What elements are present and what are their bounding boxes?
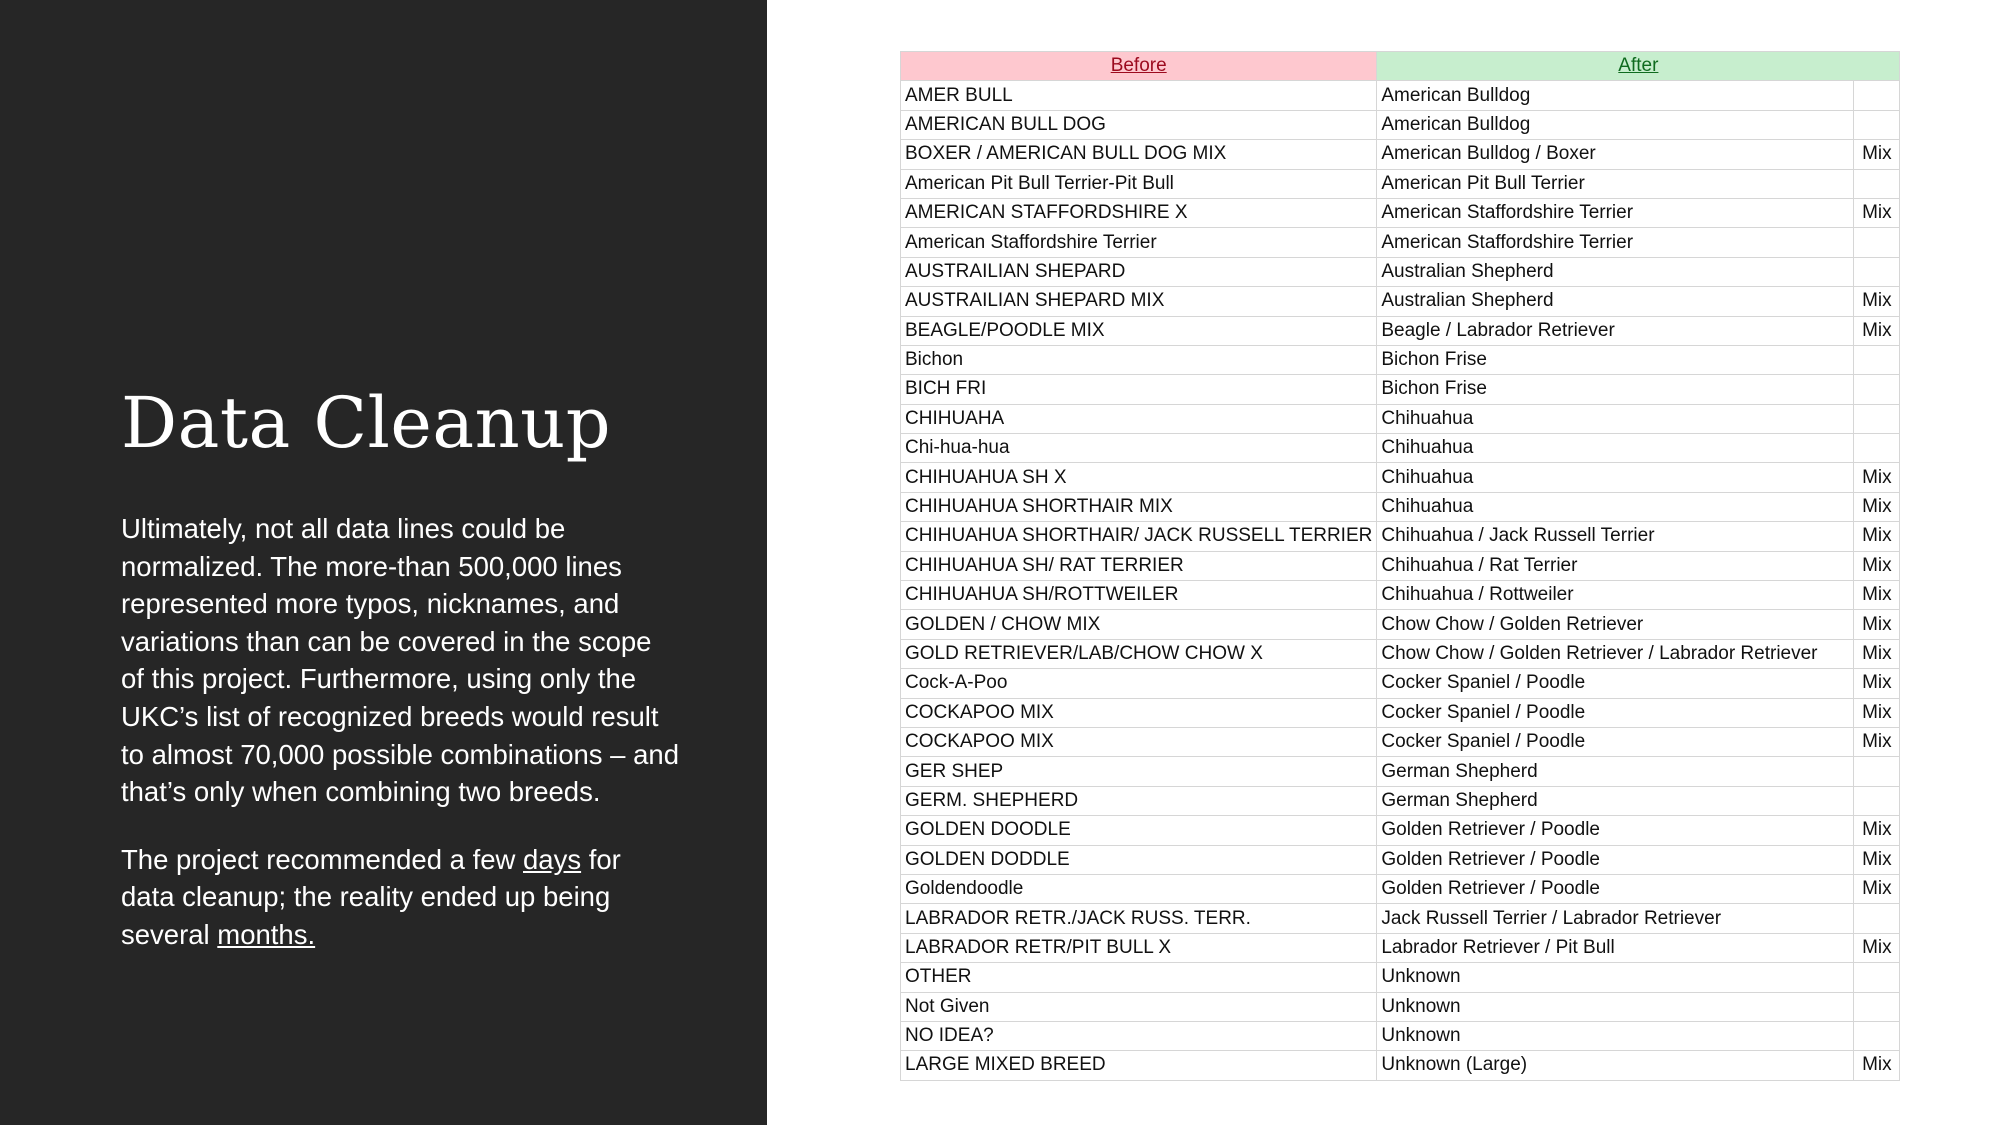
after-cell: Golden Retriever / Poodle [1377, 845, 1854, 874]
after-cell: Cocker Spaniel / Poodle [1377, 698, 1854, 727]
after-cell: German Shepherd [1377, 757, 1854, 786]
mix-cell [1854, 110, 1900, 139]
table-row [901, 169, 1900, 198]
after-cell: Labrador Retriever / Pit Bull [1377, 933, 1854, 962]
header-after: After [1377, 52, 1900, 81]
table-row [901, 816, 1900, 845]
before-cell: BEAGLE/POODLE MIX [901, 316, 1377, 345]
mix-cell [1854, 257, 1900, 286]
mix-cell: Mix [1854, 316, 1900, 345]
before-cell: CHIHUAHUA SHORTHAIR MIX [901, 492, 1377, 521]
after-cell: Chow Chow / Golden Retriever [1377, 610, 1854, 639]
table-row [901, 551, 1900, 580]
before-cell: NO IDEA? [901, 1021, 1377, 1050]
after-cell: Golden Retriever / Poodle [1377, 874, 1854, 903]
mix-cell: Mix [1854, 551, 1900, 580]
mix-cell: Mix [1854, 610, 1900, 639]
table-row [901, 786, 1900, 815]
after-cell: Bichon Frise [1377, 375, 1854, 404]
after-cell: Chihuahua / Rat Terrier [1377, 551, 1854, 580]
after-cell: Chihuahua [1377, 492, 1854, 521]
breed-cleanup-table [900, 51, 1900, 1081]
after-cell: Golden Retriever / Poodle [1377, 816, 1854, 845]
table-row [901, 492, 1900, 521]
mix-cell: Mix [1854, 816, 1900, 845]
table-row [901, 463, 1900, 492]
mix-cell: Mix [1854, 845, 1900, 874]
before-cell: GER SHEP [901, 757, 1377, 786]
before-cell: GOLDEN / CHOW MIX [901, 610, 1377, 639]
after-cell: Cocker Spaniel / Poodle [1377, 727, 1854, 756]
before-cell: AUSTRAILIAN SHEPARD MIX [901, 287, 1377, 316]
before-cell: LABRADOR RETR/PIT BULL X [901, 933, 1377, 962]
after-cell: American Bulldog / Boxer [1377, 140, 1854, 169]
after-cell: Chihuahua / Jack Russell Terrier [1377, 522, 1854, 551]
after-cell: Chihuahua / Rottweiler [1377, 581, 1854, 610]
before-cell: OTHER [901, 963, 1377, 992]
before-cell: Chi-hua-hua [901, 434, 1377, 463]
before-cell: Goldendoodle [901, 874, 1377, 903]
table-row [901, 904, 1900, 933]
after-cell: Chow Chow / Golden Retriever / Labrador Retriever [1377, 639, 1854, 668]
table-row [901, 1051, 1900, 1080]
table-row [901, 757, 1900, 786]
before-cell: GERM. SHEPHERD [901, 786, 1377, 815]
table-row [901, 963, 1900, 992]
paragraph-1: Ultimately, not all data lines could be normalized. The more-than 500,000 lines represented more typos, nicknames, and variations than can be covered in the scope of this project. Furthermore, using only the UKC’s list of recognized breeds would result to almost 70,000 possible combinations – and that’s only when combining two breeds. [121, 513, 679, 808]
before-cell: CHIHUAHUA SHORTHAIR/ JACK RUSSELL TERRIER [901, 522, 1377, 551]
table-row [901, 610, 1900, 639]
before-cell: American Staffordshire Terrier [901, 228, 1377, 257]
before-cell: BICH FRI [901, 375, 1377, 404]
mix-cell: Mix [1854, 698, 1900, 727]
mix-cell: Mix [1854, 492, 1900, 521]
mix-cell: Mix [1854, 581, 1900, 610]
after-cell: Beagle / Labrador Retriever [1377, 316, 1854, 345]
header-before: Before [901, 52, 1377, 81]
table-row [901, 639, 1900, 668]
after-cell: Unknown [1377, 963, 1854, 992]
mix-cell: Mix [1854, 874, 1900, 903]
paragraph-2-mid: for data cleanup; the reality ended up being several [121, 843, 621, 950]
mix-cell: Mix [1854, 198, 1900, 227]
table-row [901, 316, 1900, 345]
table-row [901, 375, 1900, 404]
before-cell: GOLDEN DOODLE [901, 816, 1377, 845]
mix-cell: Mix [1854, 639, 1900, 668]
header-row [901, 52, 1900, 81]
table-row [901, 434, 1900, 463]
mix-cell: Mix [1854, 1051, 1900, 1080]
table-row [901, 581, 1900, 610]
table-row [901, 140, 1900, 169]
mix-cell [1854, 81, 1900, 110]
mix-cell [1854, 404, 1900, 433]
before-cell: COCKAPOO MIX [901, 727, 1377, 756]
after-cell: Unknown (Large) [1377, 1051, 1854, 1080]
mix-cell [1854, 434, 1900, 463]
table-row [901, 110, 1900, 139]
after-cell: Chihuahua [1377, 404, 1854, 433]
table-body [901, 81, 1900, 1080]
mix-cell [1854, 375, 1900, 404]
after-cell: American Bulldog [1377, 110, 1854, 139]
mix-cell: Mix [1854, 287, 1900, 316]
table-row [901, 933, 1900, 962]
paragraph-2-start: The project recommended a few [121, 843, 523, 875]
mix-cell: Mix [1854, 522, 1900, 551]
mix-cell [1854, 904, 1900, 933]
after-cell: Chihuahua [1377, 434, 1854, 463]
before-cell: CHIHUAHUA SH X [901, 463, 1377, 492]
before-cell: COCKAPOO MIX [901, 698, 1377, 727]
table-row [901, 845, 1900, 874]
mix-cell [1854, 786, 1900, 815]
after-cell: American Bulldog [1377, 81, 1854, 110]
mix-cell [1854, 963, 1900, 992]
mix-cell: Mix [1854, 669, 1900, 698]
before-cell: Not Given [901, 992, 1377, 1021]
table-row [901, 992, 1900, 1021]
after-cell: Australian Shepherd [1377, 257, 1854, 286]
before-cell: AMER BULL [901, 81, 1377, 110]
table-row [901, 669, 1900, 698]
table-row [901, 287, 1900, 316]
before-cell: AMERICAN STAFFORDSHIRE X [901, 198, 1377, 227]
table-row [901, 727, 1900, 756]
paragraph-2 [121, 841, 681, 954]
mix-cell [1854, 1021, 1900, 1050]
after-cell: Cocker Spaniel / Poodle [1377, 669, 1854, 698]
mix-cell [1854, 169, 1900, 198]
mix-cell: Mix [1854, 463, 1900, 492]
left-panel [0, 0, 767, 1125]
mix-cell: Mix [1854, 727, 1900, 756]
after-cell: Jack Russell Terrier / Labrador Retriever [1377, 904, 1854, 933]
table-row [901, 257, 1900, 286]
slide-title: Data Cleanup [121, 382, 612, 464]
after-cell: German Shepherd [1377, 786, 1854, 815]
table-row [901, 198, 1900, 227]
months-text: months. [217, 918, 316, 950]
body-text [121, 510, 681, 984]
days-text: days [523, 843, 582, 875]
before-cell: CHIHUAHA [901, 404, 1377, 433]
before-cell: Bichon [901, 345, 1377, 374]
mix-cell [1854, 757, 1900, 786]
before-cell: Cock-A-Poo [901, 669, 1377, 698]
table-row [901, 404, 1900, 433]
after-cell: Unknown [1377, 1021, 1854, 1050]
table-row [901, 81, 1900, 110]
mix-cell: Mix [1854, 140, 1900, 169]
mix-cell [1854, 228, 1900, 257]
before-cell: AMERICAN BULL DOG [901, 110, 1377, 139]
mix-cell: Mix [1854, 933, 1900, 962]
after-cell: American Pit Bull Terrier [1377, 169, 1854, 198]
table-row [901, 698, 1900, 727]
table-row [901, 345, 1900, 374]
after-cell: American Staffordshire Terrier [1377, 198, 1854, 227]
after-cell: American Staffordshire Terrier [1377, 228, 1854, 257]
table-row [901, 1021, 1900, 1050]
before-cell: CHIHUAHUA SH/ RAT TERRIER [901, 551, 1377, 580]
before-cell: LARGE MIXED BREED [901, 1051, 1377, 1080]
table-row [901, 874, 1900, 903]
before-cell: American Pit Bull Terrier-Pit Bull [901, 169, 1377, 198]
mix-cell [1854, 345, 1900, 374]
before-cell: BOXER / AMERICAN BULL DOG MIX [901, 140, 1377, 169]
mix-cell [1854, 992, 1900, 1021]
after-cell: Unknown [1377, 992, 1854, 1021]
table-row [901, 522, 1900, 551]
after-cell: Bichon Frise [1377, 345, 1854, 374]
before-cell: AUSTRAILIAN SHEPARD [901, 257, 1377, 286]
before-cell: GOLDEN DODDLE [901, 845, 1377, 874]
before-cell: GOLD RETRIEVER/LAB/CHOW CHOW X [901, 639, 1377, 668]
before-cell: LABRADOR RETR./JACK RUSS. TERR. [901, 904, 1377, 933]
table-row [901, 228, 1900, 257]
before-cell: CHIHUAHUA SH/ROTTWEILER [901, 581, 1377, 610]
after-cell: Chihuahua [1377, 463, 1854, 492]
after-cell: Australian Shepherd [1377, 287, 1854, 316]
